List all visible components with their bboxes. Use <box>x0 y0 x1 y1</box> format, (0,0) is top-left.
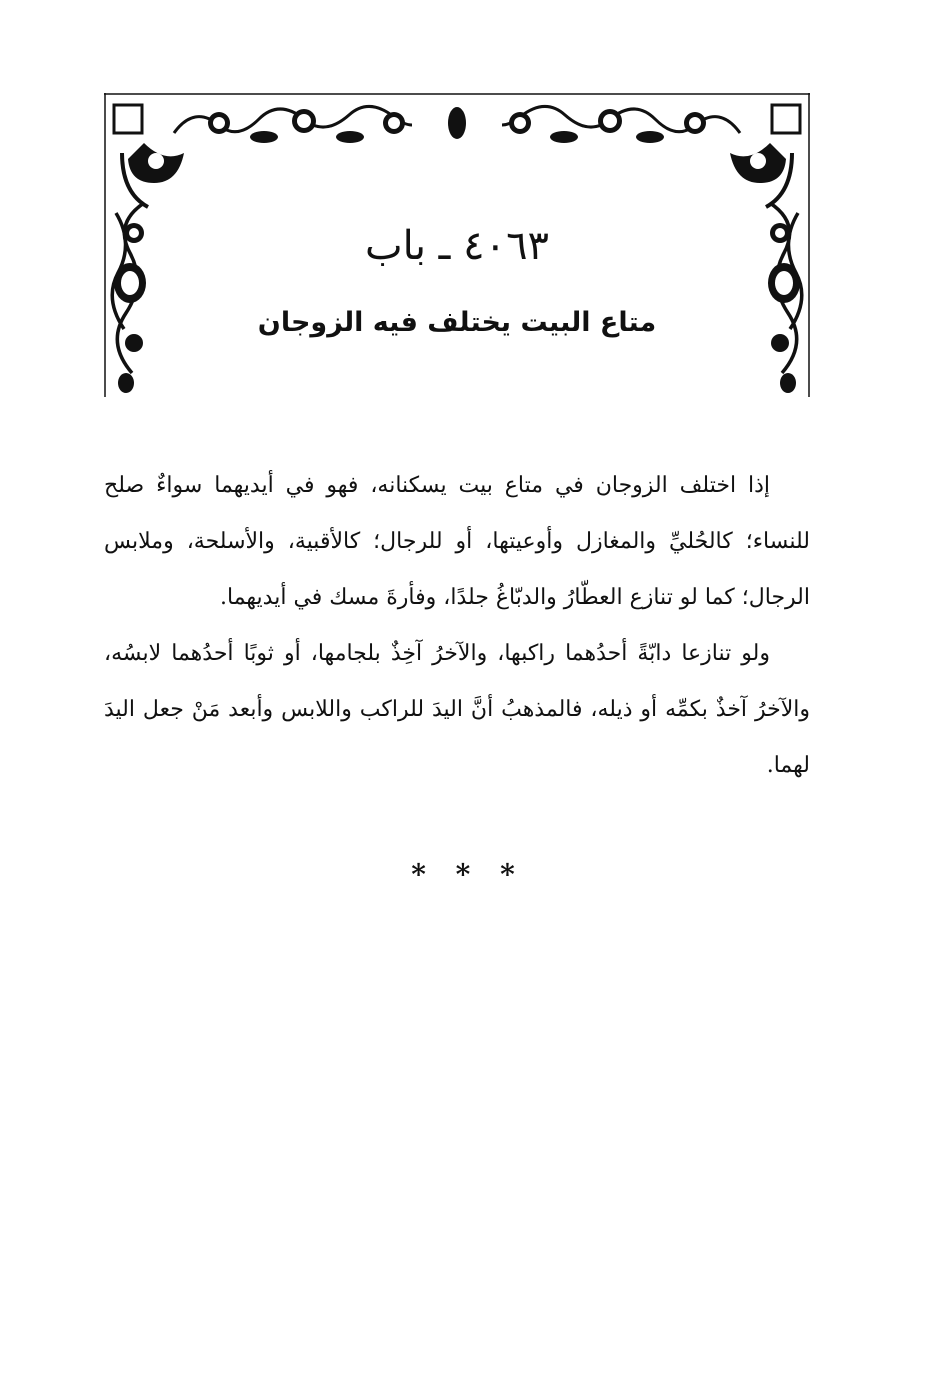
body-text <box>104 458 810 794</box>
ornamental-frame <box>104 93 810 397</box>
section-separator: * * * <box>411 858 525 891</box>
chapter-title: متاع البيت يختلف فيه الزوجان <box>257 307 657 338</box>
chapter-number: ٤٠٦٣ ـ باب <box>364 223 550 269</box>
paragraph-2: ولو تنازعا دابّةً أحدُهما راكبها، والآخرُ آخِذٌ بلجامها، أو ثوبًا أحدُهما لابسُه، والآخرُ آخذٌ بكمِّه أو ذيله، فالمذهبُ أنَّ اليدَ للراكب واللابس وأبعد مَنْ جعل اليدَ لهما. <box>104 641 810 778</box>
paragraph-1: إذا اختلف الزوجان في متاع بيت يسكنانه، فهو في أيديهما سواءٌ صلح للنساء؛ كالحُليِّ والمغازل وأوعيتها، أو للرجال؛ كالأقبية، والأسلحة، وملابس الرجال؛ كما لو تنازع العطّارُ والدبّاغُ جلدًا، وفأرةَ مسك في أيديهما. <box>104 473 810 610</box>
